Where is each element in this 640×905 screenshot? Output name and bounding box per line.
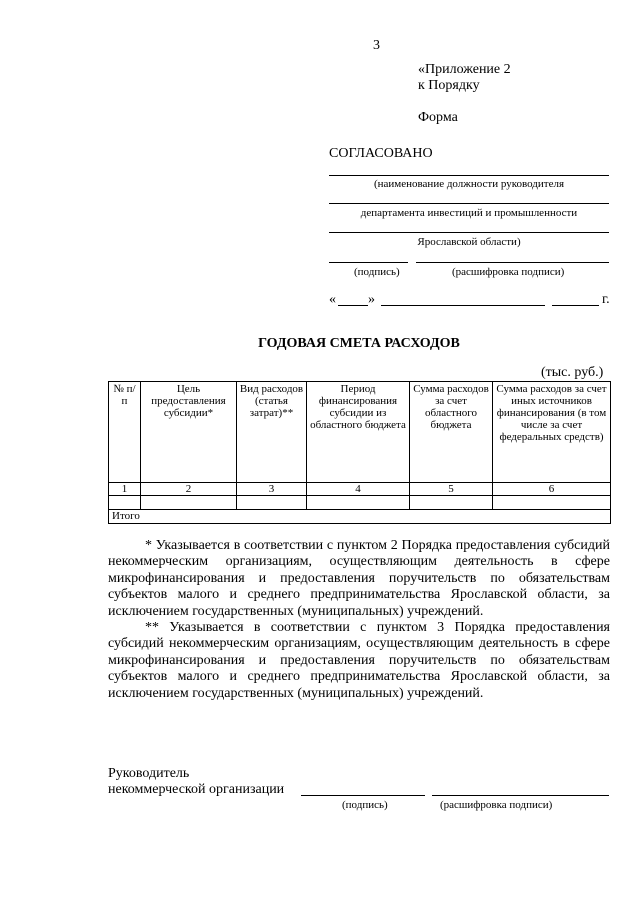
approval-signature-line[interactable] [329,262,408,263]
approval-decryption-caption: (расшифровка подписи) [452,266,565,278]
approval-line-2[interactable] [329,203,609,204]
table-cell[interactable] [141,496,237,510]
org-signature-caption: (подпись) [342,799,388,811]
header-regional-amount: Сумма расходов за счет областного бюджета [410,382,493,483]
column-number: 6 [493,483,611,496]
org-decryption-line[interactable] [432,795,609,796]
column-number: 1 [109,483,141,496]
approval-caption-2: департамента инвестиций и промышленности [360,207,578,219]
approval-title: СОГЛАСОВАНО [329,146,433,161]
org-decryption-caption: (расшифровка подписи) [440,799,553,811]
footnote-1: * Указывается в соответствии с пунктом 2 Порядка предоставления субсидий некоммерческим организациям, осуществляющим деятельность в сфере микрофинансирования и предоставления поручительств по обязательствам субъектов малого и среднего предпринимательства Ярославской области, за исключением государственных (муниципальных) учреждений. [108,538,610,619]
approval-decryption-line[interactable] [416,262,609,263]
units-label: (тыс. руб.) [541,365,604,380]
approval-caption-3: Ярославской области) [417,236,521,248]
date-month-field[interactable] [381,305,545,306]
date-year-field[interactable] [552,305,599,306]
approval-line-3[interactable] [329,232,609,233]
table-cell[interactable] [307,496,410,510]
table-cell[interactable] [237,496,307,510]
estimate-table [108,381,611,524]
column-number: 4 [307,483,410,496]
signature-role-line-2: некоммерческой организации [108,782,285,797]
table-column-numbers-row [109,483,611,496]
header-other-amount: Сумма расходов за счет иных источников финансирования (в том числе за счет федеральных средств) [493,382,611,483]
document-title: ГОДОВАЯ СМЕТА РАСХОДОВ [258,336,460,351]
column-number: 3 [237,483,307,496]
header-period: Период финансирования субсидии из областного бюджета [307,382,410,483]
approval-line-1[interactable] [329,175,609,176]
year-suffix: г. [602,292,610,307]
table-row [109,496,611,510]
date-day-field[interactable] [338,305,368,306]
page-number: 3 [373,38,380,53]
column-number: 5 [410,483,493,496]
header-purpose: Цель предоставления субсидии* [141,382,237,483]
footnote-2: ** Указывается в соответствии с пунктом 3 Порядка предоставления субсидий некоммерческим организациям, осуществляющим деятельность в сфере микрофинансирования и предоставления поручительств по обязательствам субъектов малого и среднего предпринимательства Ярославской области, за исключением государственных (муниципальных) учреждений. [108,620,610,701]
column-number: 2 [141,483,237,496]
header-number: № п/п [109,382,141,483]
table-total-row [109,510,611,524]
approval-caption-1: (наименование должности руководителя [373,178,565,190]
footnotes [108,538,610,702]
table-cell[interactable] [109,496,141,510]
appendix-line-1: «Приложение 2 [418,62,511,77]
approval-signature-caption: (подпись) [354,266,400,278]
table-cell[interactable] [410,496,493,510]
date-open-quote: « [329,292,336,307]
appendix-line-2: к Порядку [418,78,480,93]
total-label: Итого [109,510,611,524]
date-close-quote: » [368,292,375,307]
appendix-header [418,62,511,94]
org-signature-line[interactable] [301,795,425,796]
table-header-row [109,382,611,483]
table-cell[interactable] [493,496,611,510]
header-expense-type: Вид расходов (статья затрат)** [237,382,307,483]
form-label: Форма [418,110,458,125]
signature-role-line-1: Руководитель [108,766,190,781]
signature-block [108,766,284,798]
